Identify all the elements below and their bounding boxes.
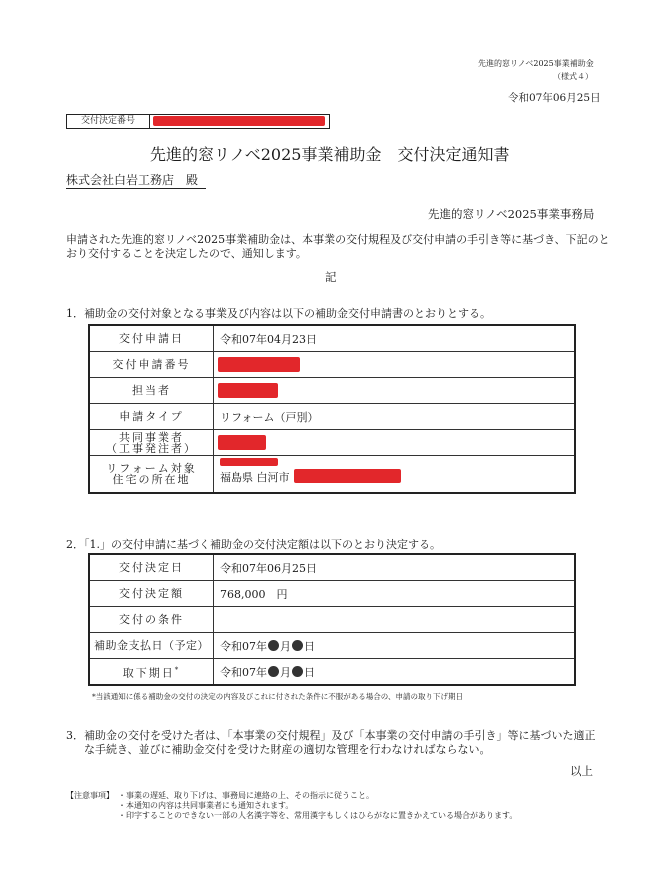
closing: 以上 bbox=[570, 764, 593, 778]
note-item: ・本通知の内容は共同事業者にも通知されます。 bbox=[118, 801, 294, 810]
row-label bbox=[89, 659, 214, 686]
note-item: ・印字することのできない一部の人名漢字等を、常用漢字もしくはひらがなに置きかえている場合があります。 bbox=[118, 811, 518, 820]
redaction bbox=[218, 357, 300, 372]
document-title: 先進的窓リノベ2025事業補助金 交付決定通知書 bbox=[150, 145, 510, 164]
redacted-dot bbox=[292, 640, 303, 651]
table-row bbox=[89, 607, 575, 633]
row-value bbox=[214, 378, 576, 404]
row-label: 補助金支払日（予定） bbox=[89, 633, 214, 659]
redacted-dot bbox=[268, 640, 279, 651]
redacted-dot bbox=[268, 666, 279, 677]
row-label-line1: リフォーム対象 bbox=[106, 462, 197, 475]
row-label: 交付申請日 bbox=[89, 325, 214, 352]
footnote: *当該通知に係る補助金の交付の決定の内容及びこれに付された条件に不服がある場合の、申請の取り下げ期日 bbox=[92, 692, 463, 701]
row-label bbox=[89, 430, 214, 456]
row-value bbox=[214, 633, 576, 659]
table-row bbox=[89, 659, 575, 686]
month-unit: 月 bbox=[280, 639, 291, 653]
address-text: 福島県 白河市 bbox=[220, 471, 290, 484]
row-value bbox=[214, 607, 576, 633]
row-label: 担当者 bbox=[89, 378, 214, 404]
table-row bbox=[89, 378, 575, 404]
form-number: （様式４） bbox=[553, 72, 593, 81]
row-label-line2: （工事発注者） bbox=[106, 441, 197, 455]
redaction bbox=[218, 435, 266, 450]
section3-line-2: な手続き、並びに補助金交付を受けた財産の適切な管理を行わなければならない。 bbox=[84, 743, 491, 756]
redaction bbox=[218, 383, 278, 398]
issue-date: 令和07年06月25日 bbox=[508, 92, 601, 104]
row-value: 768,000 円 bbox=[214, 581, 576, 607]
table-row bbox=[89, 430, 575, 456]
table-row bbox=[89, 554, 575, 581]
row-value bbox=[214, 430, 576, 456]
row-label bbox=[89, 456, 214, 494]
table-row bbox=[89, 456, 575, 494]
redaction bbox=[153, 116, 325, 126]
redaction bbox=[294, 469, 401, 483]
date-prefix: 令和07年 bbox=[220, 665, 267, 679]
section1-heading: 1．補助金の交付対象となる事業及び内容は以下の補助金交付申請書のとおりとする。 bbox=[66, 307, 491, 320]
row-label-text: 取下期日 bbox=[122, 666, 175, 680]
application-table bbox=[88, 324, 576, 494]
intro-line-2: おり交付することを決定したので、通知します。 bbox=[66, 247, 307, 260]
table-row bbox=[89, 325, 575, 352]
row-label: 交付申請番号 bbox=[89, 352, 214, 378]
row-label-line2: 住宅の所在地 bbox=[112, 473, 191, 486]
table-row bbox=[89, 404, 575, 430]
form-name: 先進的窓リノベ2025事業補助金 bbox=[478, 59, 594, 68]
row-value bbox=[214, 352, 576, 378]
note-item: ・事業の遅延、取り下げは、事務局に連絡の上、その指示に従うこと。 bbox=[118, 791, 374, 800]
row-value: リフォーム（戸別） bbox=[214, 404, 576, 430]
table-row bbox=[89, 581, 575, 607]
row-label: 交付の条件 bbox=[89, 607, 214, 633]
row-value bbox=[214, 659, 576, 686]
ki-mark: 記 bbox=[325, 270, 337, 284]
footnote-mark: * bbox=[174, 665, 181, 674]
redacted-dot bbox=[292, 666, 303, 677]
day-unit: 日 bbox=[304, 639, 315, 653]
date-prefix: 令和07年 bbox=[220, 639, 267, 653]
row-value bbox=[214, 456, 576, 494]
row-label-line1: 共同事業者 bbox=[119, 430, 184, 444]
row-value: 令和07年06月25日 bbox=[214, 554, 576, 581]
decision-table bbox=[88, 553, 576, 686]
row-value: 令和07年04月23日 bbox=[214, 325, 576, 352]
section2-heading: 2．「1.」の交付申請に基づく補助金の交付決定額は以下のとおり決定する。 bbox=[66, 538, 441, 551]
notes-label: 【注意事項】 bbox=[66, 791, 114, 800]
addressee: 株式会社白岩工務店 殿 bbox=[66, 171, 206, 189]
decision-number-box bbox=[66, 114, 330, 129]
intro-line-1: 申請された先進的窓リノベ2025事業補助金は、本事業の交付規程及び交付申請の手引き等に基づき、下記のと bbox=[66, 233, 610, 246]
row-label: 申請タイプ bbox=[89, 404, 214, 430]
month-unit: 月 bbox=[280, 665, 291, 679]
day-unit: 日 bbox=[304, 665, 315, 679]
decision-number-label: 交付決定番号 bbox=[67, 115, 150, 128]
table-row bbox=[89, 633, 575, 659]
sender: 先進的窓リノベ2025事業事務局 bbox=[428, 207, 595, 221]
row-label: 交付決定日 bbox=[89, 554, 214, 581]
redaction bbox=[220, 458, 278, 466]
table-row bbox=[89, 352, 575, 378]
row-label: 交付決定額 bbox=[89, 581, 214, 607]
section3-line-1: 3．補助金の交付を受けた者は、「本事業の交付規程」及び「本事業の交付申請の手引き」等に基づいた適正 bbox=[66, 729, 596, 742]
